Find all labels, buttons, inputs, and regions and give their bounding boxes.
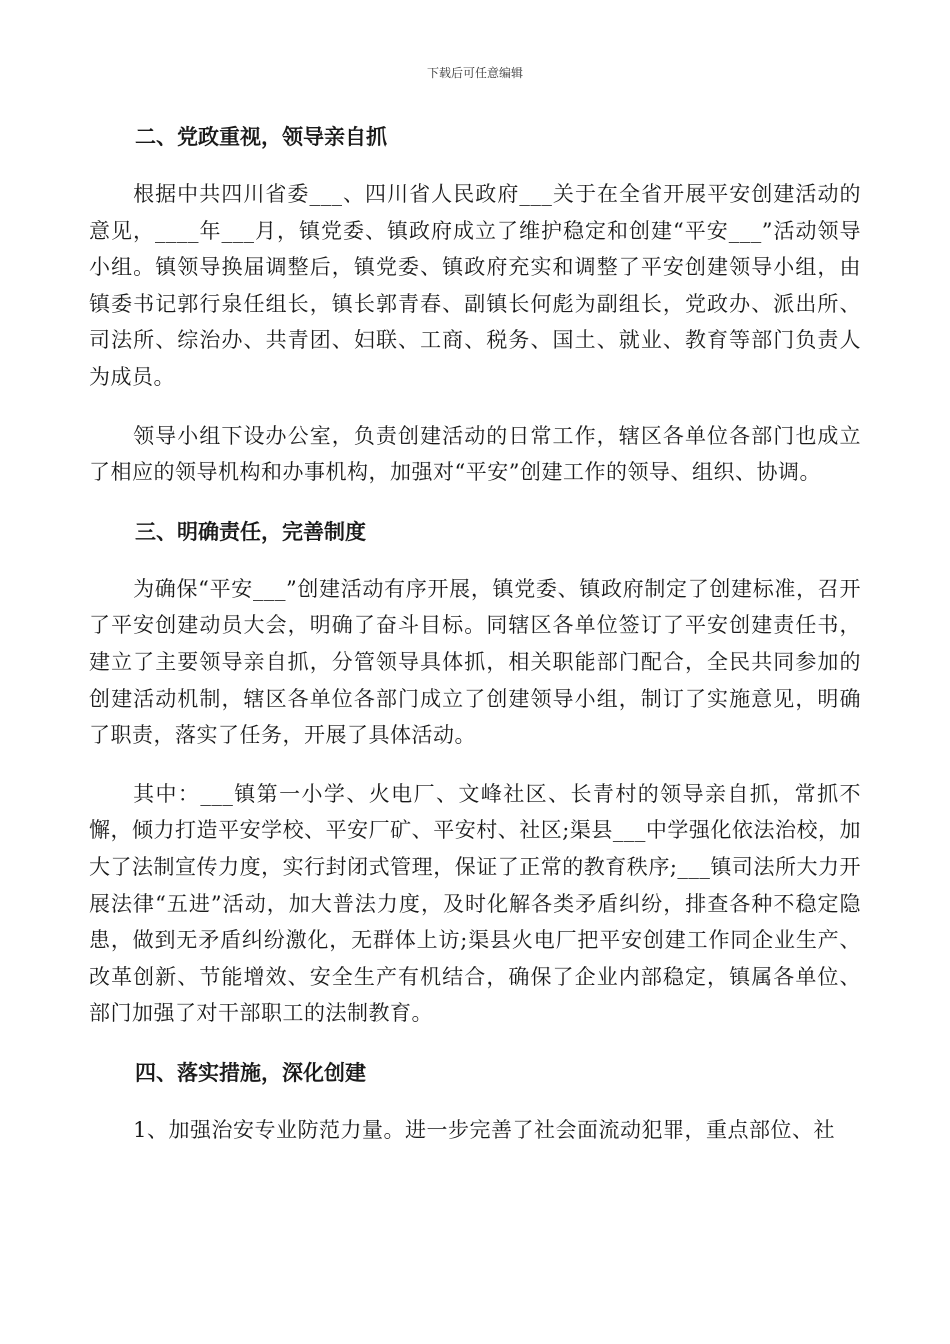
section-heading-4: 四、落实措施，深化创建	[135, 1059, 366, 1085]
section-3-paragraph-1: 为确保“平安___”创建活动有序开展，镇党委、镇政府制定了创建标准，召开了平安创建动员大会，明确了奋斗目标。同辖区各单位签订了平安创建责任书，建立了主要领导亲自抓，分管领导具体抓，相关职能部门配合，全民共同参加的创建活动机制，辖区各单位各部门成立了创建领导小组，制订了实施意见，明确了职责，落实了任务，开展了具体活动。	[89, 576, 861, 748]
section-heading-2: 二、党政重视，领导亲自抓	[135, 124, 387, 149]
section-3-paragraph-2: 其中：___镇第一小学、火电厂、文峰社区、长青村的领导亲自抓，常抓不懈，倾力打造平安学校、平安厂矿、平安村、社区;渠县___中学强化依法治校，加大了法制宣传力度，实行封闭式管理，保证了正常的教育秩序;___镇司法所大力开展法律“五进”活动，加大普法力度，及时化解各类矛盾纠纷，排查各种不稳定隐患，做到无矛盾纠纷激化，无群体上访;渠县火电厂把平安创建工作同企业生产、改革创新、节能增效、安全生产有机结合，确保了企业内部稳定，镇属各单位、部门加强了对干部职工的法制教育。	[89, 781, 861, 1026]
section-4-paragraph-1: 1、加强治安专业防范力量。进一步完善了社会面流动犯罪，重点部位、社	[133, 1117, 835, 1142]
document-body	[89, 118, 861, 1148]
section-2-paragraph-1: 根据中共四川省委___、四川省人民政府___关于在全省开展平安创建活动的意见，____年___月，镇党委、镇政府成立了维护稳定和创建“平安___”活动领导小组。镇领导换届调整后，镇党委、镇政府充实和调整了平安创建领导小组，由镇委书记郭行泉任组长，镇长郭青春、副镇长何彪为副组长，党政办、派出所、司法所、综治办、共青团、妇联、工商、税务、国土、就业、教育等部门负责人为成员。	[89, 182, 861, 389]
header-note: 下载后可任意编辑	[426, 66, 523, 80]
section-2-paragraph-2: 领导小组下设办公室，负责创建活动的日常工作，辖区各单位各部门也成立了相应的领导机构和办事机构，加强对“平安”创建工作的领导、组织、协调。	[89, 423, 861, 485]
section-heading-3: 三、明确责任，完善制度	[135, 518, 366, 544]
